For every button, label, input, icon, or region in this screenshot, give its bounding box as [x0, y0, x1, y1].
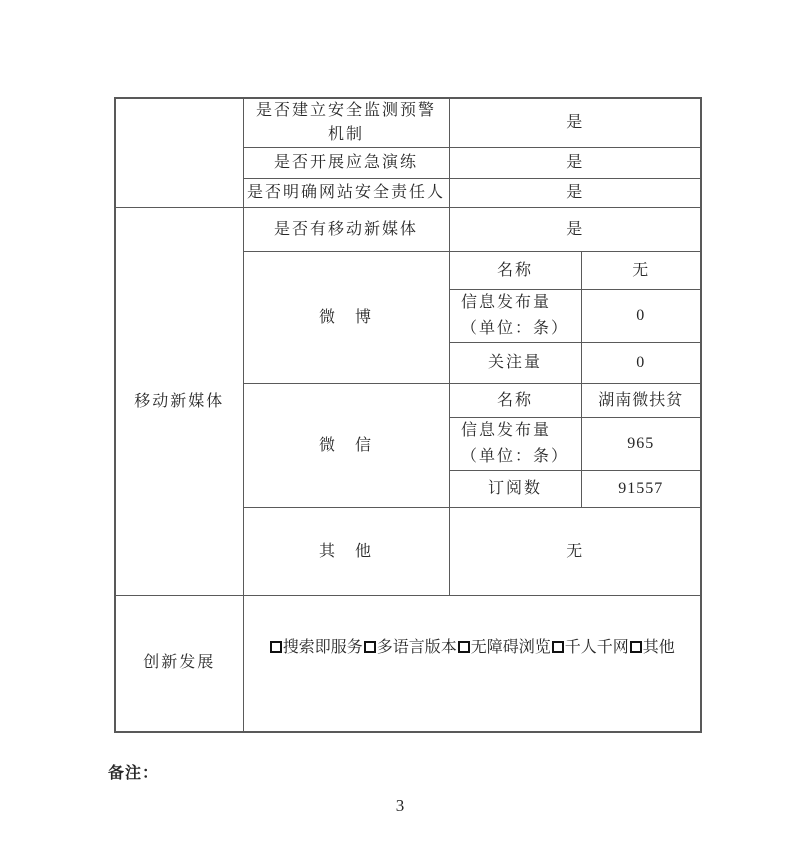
table-row	[115, 596, 701, 732]
wechat-name-label: 名称	[449, 384, 581, 418]
checkbox-icon[interactable]	[270, 641, 282, 653]
innovation-option	[269, 639, 363, 656]
has-mobile-media-value: 是	[449, 208, 701, 252]
innovation-option-label: 其他	[642, 639, 675, 657]
wechat-posts-value: 965	[581, 418, 701, 471]
weibo-followers-label: 关注量	[449, 343, 581, 384]
checkbox-icon[interactable]	[630, 641, 642, 653]
page-number: 3	[395, 796, 405, 815]
security-monitor-value: 是	[449, 98, 701, 148]
checkbox-icon[interactable]	[552, 641, 564, 653]
wechat-label: 微 信	[243, 384, 449, 508]
section-cell-innovation: 创新发展	[115, 596, 243, 732]
weibo-label: 微 博	[243, 252, 449, 384]
checkbox-icon[interactable]	[364, 641, 376, 653]
wechat-posts-label-text: 信息发布量 （单位：条）	[460, 422, 569, 465]
weibo-name-label: 名称	[449, 252, 581, 290]
innovation-option-label: 无障碍浏览	[470, 639, 551, 657]
innovation-option-label: 千人千网	[564, 639, 629, 657]
section-cell-empty	[115, 98, 243, 208]
innovation-option	[457, 639, 551, 656]
innovation-option-label: 多语言版本	[376, 639, 457, 657]
has-mobile-media-label: 是否有移动新媒体	[243, 208, 449, 252]
innovation-option	[363, 639, 457, 656]
weibo-posts-label	[449, 290, 581, 343]
wechat-posts-label	[449, 418, 581, 471]
table-row	[115, 98, 701, 148]
innovation-options-cell	[243, 596, 701, 732]
report-table	[114, 97, 702, 733]
security-officer-label: 是否明确网站安全责任人	[243, 179, 449, 208]
wechat-subscribers-value: 91557	[581, 471, 701, 508]
checkbox-icon[interactable]	[458, 641, 470, 653]
innovation-option	[551, 639, 629, 656]
security-officer-value: 是	[449, 179, 701, 208]
weibo-posts-label-text: 信息发布量 （单位：条）	[460, 294, 569, 337]
wechat-name-value: 湖南微扶贫	[581, 384, 701, 418]
wechat-subscribers-label: 订阅数	[449, 471, 581, 508]
innovation-options	[269, 639, 675, 656]
security-monitor-label: 是否建立安全监测预警 机制	[243, 98, 449, 148]
emergency-drill-value: 是	[449, 148, 701, 179]
other-media-label: 其 他	[243, 508, 449, 596]
weibo-name-value: 无	[581, 252, 701, 290]
innovation-option-label: 搜索即服务	[282, 639, 363, 657]
notes-label: 备注：	[108, 765, 160, 782]
emergency-drill-label: 是否开展应急演练	[243, 148, 449, 179]
weibo-followers-value: 0	[581, 343, 701, 384]
innovation-option	[629, 639, 675, 656]
other-media-value: 无	[449, 508, 701, 596]
section-cell-mobile-media: 移动新媒体	[115, 208, 243, 596]
weibo-posts-value: 0	[581, 290, 701, 343]
table-row	[115, 208, 701, 252]
